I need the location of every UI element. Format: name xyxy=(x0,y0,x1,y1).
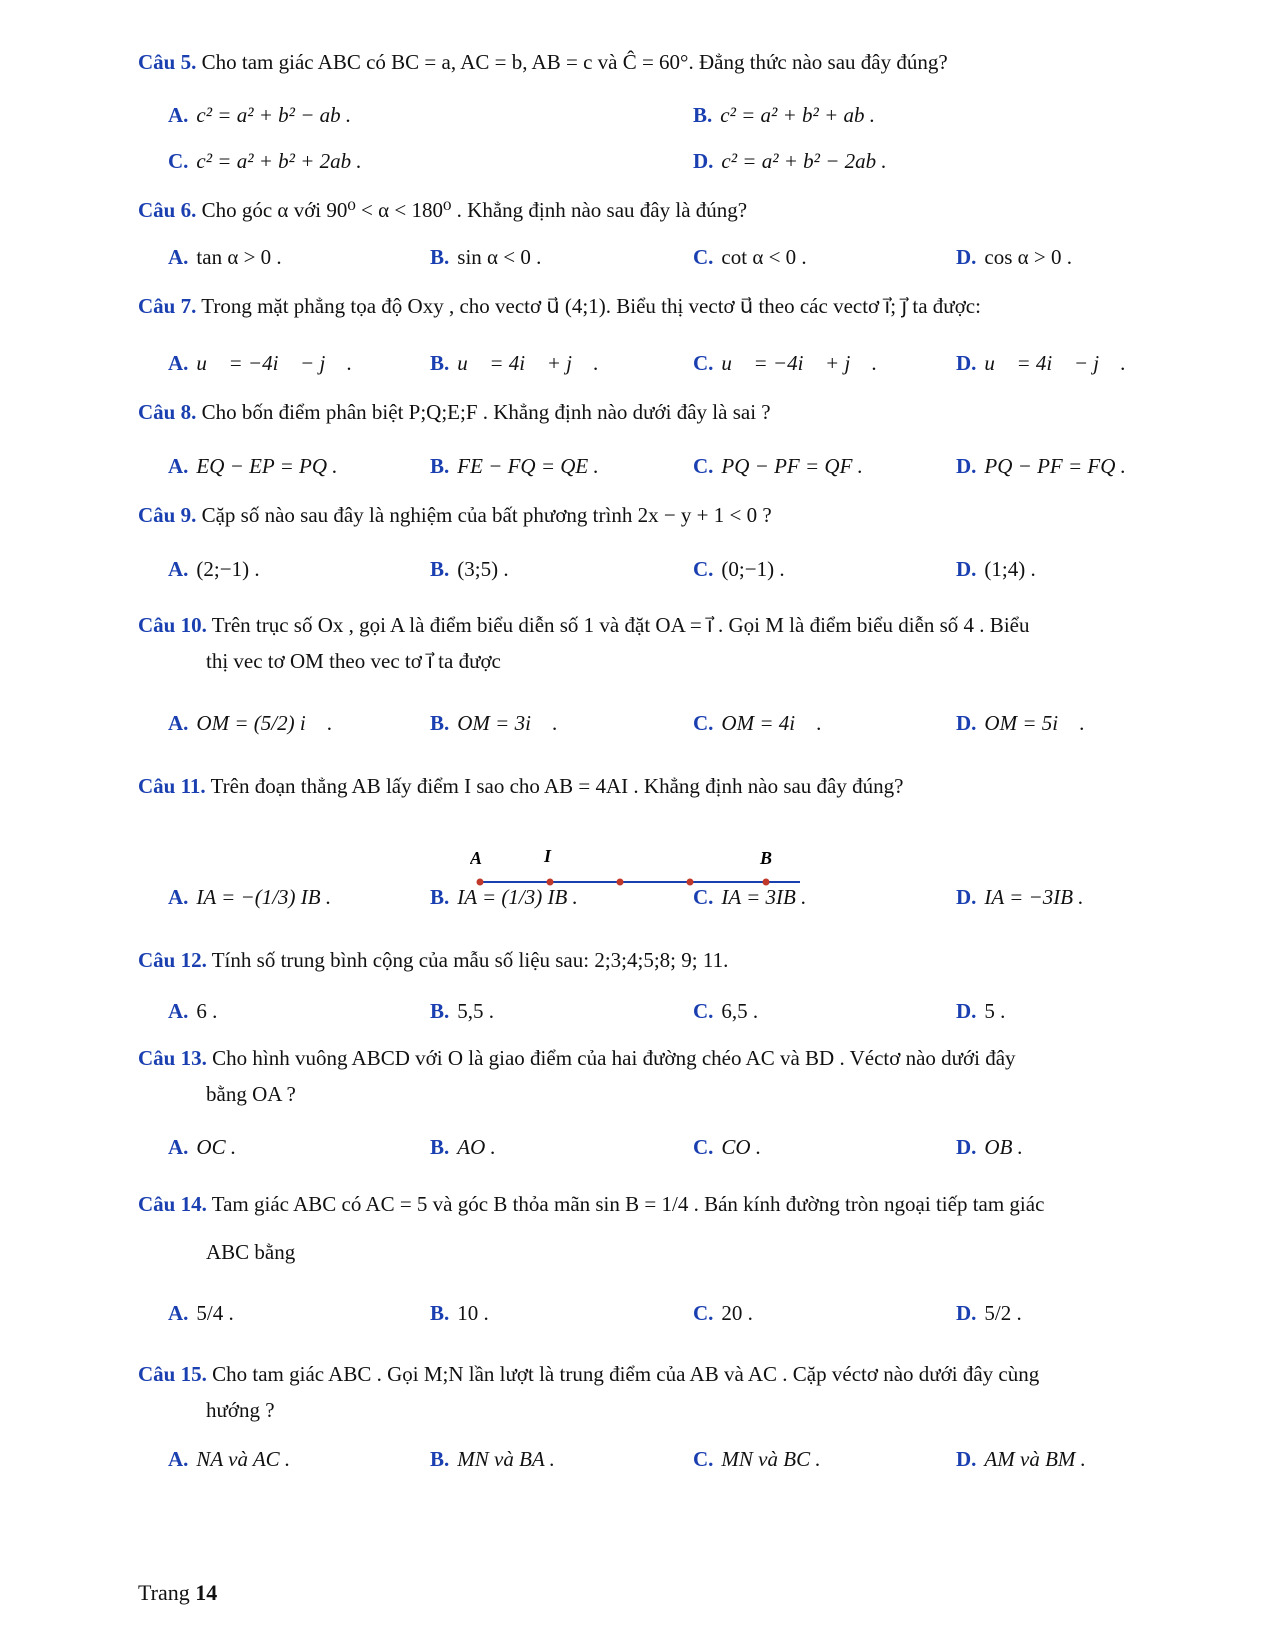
options-q14 xyxy=(168,1290,1168,1336)
question-text: Cho góc α với 90⁰ < α < 180⁰ . Khẳng định nào sau đây là đúng? xyxy=(201,198,748,222)
option-d[interactable]: D. OM = 5i⃗ . xyxy=(956,710,1085,735)
option-c[interactable]: C. cot α < 0 . xyxy=(693,244,807,269)
options-q5-row2 xyxy=(168,138,1168,184)
option-d[interactable]: D. AM và BM . xyxy=(956,1446,1086,1471)
option-c[interactable]: C. 6,5 . xyxy=(693,998,759,1023)
page-footer xyxy=(138,1580,217,1606)
option-d[interactable]: D. (1;4) . xyxy=(956,556,1036,581)
option-a[interactable]: A. OC . xyxy=(168,1134,237,1159)
option-c[interactable]: C. CO . xyxy=(693,1134,762,1159)
option-d[interactable]: D. PQ − PF = FQ . xyxy=(956,453,1126,478)
options-q13 xyxy=(168,1124,1168,1170)
question-5 xyxy=(138,44,1168,80)
options-q9 xyxy=(168,546,1168,592)
options-q6 xyxy=(168,234,1168,280)
question-text: Tính số trung bình cộng của mẫu số liệu sau: 2;3;4;5;8; 9; 11. xyxy=(211,948,729,972)
option-c[interactable]: C. PQ − PF = QF . xyxy=(693,453,863,478)
page-number: 14 xyxy=(195,1580,218,1605)
point-label-b: B xyxy=(760,848,773,868)
question-text: Cho hình vuông ABCD với O là giao điểm của hai đường chéo AC và BD . Véctơ nào dưới đây xyxy=(212,1046,1016,1070)
option-b[interactable]: B. IA = (1/3) IB . xyxy=(430,884,578,909)
footer-prefix: Trang xyxy=(138,1580,190,1605)
option-b[interactable]: B. AO . xyxy=(430,1134,496,1159)
option-d[interactable]: D. u⃗ = 4i⃗ − j⃗ . xyxy=(956,350,1126,375)
question-label: Câu 13. xyxy=(138,1046,207,1070)
option-c[interactable]: C. MN và BC . xyxy=(693,1446,821,1471)
question-label: Câu 14. xyxy=(138,1192,207,1216)
option-b[interactable]: B. FE − FQ = QE . xyxy=(430,453,599,478)
question-label: Câu 8. xyxy=(138,400,197,424)
question-label: Câu 6. xyxy=(138,198,197,222)
question-label: Câu 5. xyxy=(138,50,197,74)
option-a[interactable]: A. EQ − EP = PQ . xyxy=(168,453,338,478)
option-c[interactable]: C. 20 . xyxy=(693,1300,753,1325)
option-d[interactable]: D. 5/2 . xyxy=(956,1300,1022,1325)
option-d[interactable]: D. c² = a² + b² − 2ab . xyxy=(693,148,887,173)
question-7 xyxy=(138,288,1168,324)
option-a[interactable]: A. NA và AC . xyxy=(168,1446,291,1471)
question-label: Câu 10. xyxy=(138,613,207,637)
question-12 xyxy=(138,942,1168,978)
option-a[interactable]: A. 5/4 . xyxy=(168,1300,234,1325)
question-label: Câu 11. xyxy=(138,774,206,798)
question-6 xyxy=(138,192,1168,228)
option-a[interactable]: A. c² = a² + b² − ab . xyxy=(168,102,352,127)
option-d[interactable]: D. 5 . xyxy=(956,998,1006,1023)
question-11 xyxy=(138,768,1168,804)
question-text: Cho tam giác ABC có BC = a, AC = b, AB = c và Ĉ = 60°. Đẳng thức nào sau đây đúng? xyxy=(201,50,948,74)
option-d[interactable]: D. OB . xyxy=(956,1134,1023,1159)
option-b[interactable]: B. sin α < 0 . xyxy=(430,244,542,269)
point-label-i: I xyxy=(544,846,552,866)
point-label-a: A xyxy=(470,848,483,868)
options-q7 xyxy=(168,340,1168,386)
option-a[interactable]: A. u⃗ = −4i⃗ − j⃗ . xyxy=(168,350,353,375)
option-b[interactable]: B. OM = 3i⃗ . xyxy=(430,710,558,735)
options-q11 xyxy=(168,874,1168,920)
options-q10 xyxy=(168,700,1168,746)
option-d[interactable]: D. IA = −3IB . xyxy=(956,884,1084,909)
option-a[interactable]: A. (2;−1) . xyxy=(168,556,260,581)
question-text: Cặp số nào sau đây là nghiệm của bất phương trình 2x − y + 1 < 0 ? xyxy=(201,503,772,527)
question-text-cont: thị vec tơ OM theo vec tơ i⃗ ta được xyxy=(206,649,501,673)
option-c[interactable]: C. IA = 3IB . xyxy=(693,884,807,909)
question-8 xyxy=(138,394,1168,430)
option-b[interactable]: B. (3;5) . xyxy=(430,556,509,581)
option-c[interactable]: C. c² = a² + b² + 2ab . xyxy=(168,148,362,173)
question-label: Câu 7. xyxy=(138,294,197,318)
option-c[interactable]: C. OM = 4i⃗ . xyxy=(693,710,822,735)
option-a[interactable]: A. IA = −(1/3) IB . xyxy=(168,884,332,909)
question-10 xyxy=(138,607,1168,679)
option-a[interactable]: A. tan α > 0 . xyxy=(168,244,282,269)
option-c[interactable]: C. u⃗ = −4i⃗ + j⃗ . xyxy=(693,350,878,375)
options-q8 xyxy=(168,443,1168,489)
question-text: Tam giác ABC có AC = 5 và góc B thỏa mãn sin B = 1/4 . Bán kính đường tròn ngoại tiếp tam giác xyxy=(211,1192,1045,1216)
question-text-cont: hướng ? xyxy=(206,1398,275,1422)
question-9 xyxy=(138,497,1168,533)
option-d[interactable]: D. cos α > 0 . xyxy=(956,244,1073,269)
option-b[interactable]: B. u⃗ = 4i⃗ + j⃗ . xyxy=(430,350,599,375)
question-13 xyxy=(138,1040,1168,1112)
question-text: Trên đoạn thẳng AB lấy điểm I sao cho AB = 4AI . Khẳng định nào sau đây đúng? xyxy=(210,774,904,798)
options-q12 xyxy=(168,988,1168,1034)
option-c[interactable]: C. (0;−1) . xyxy=(693,556,785,581)
question-14 xyxy=(138,1186,1168,1270)
question-text: Cho tam giác ABC . Gọi M;N lần lượt là trung điểm của AB và AC . Cặp véctơ nào dưới đây cùng xyxy=(212,1362,1040,1386)
option-b[interactable]: B. 10 . xyxy=(430,1300,489,1325)
question-label: Câu 15. xyxy=(138,1362,207,1386)
options-q5 xyxy=(168,92,1168,138)
option-a[interactable]: A. OM = (5/2) i⃗ . xyxy=(168,710,333,735)
question-text-cont: bằng OA ? xyxy=(206,1082,296,1106)
question-label: Câu 9. xyxy=(138,503,197,527)
option-a[interactable]: A. 6 . xyxy=(168,998,218,1023)
options-q15 xyxy=(168,1436,1168,1482)
question-text: Trong mặt phẳng tọa độ Oxy , cho vectơ u⃗ (4;1). Biểu thị vectơ u⃗ theo các vectơ i⃗; j⃗ ta được: xyxy=(201,294,981,318)
option-b[interactable]: B. 5,5 . xyxy=(430,998,495,1023)
question-text-cont: ABC bằng xyxy=(206,1240,296,1264)
option-b[interactable]: B. c² = a² + b² + ab . xyxy=(693,102,875,127)
option-b[interactable]: B. MN và BA . xyxy=(430,1446,555,1471)
question-text: Trên trục số Ox , gọi A là điểm biểu diễn số 1 và đặt OA = i⃗ . Gọi M là điểm biểu diễn số 4 . Biểu xyxy=(211,613,1030,637)
question-15 xyxy=(138,1356,1168,1428)
question-text: Cho bốn điểm phân biệt P;Q;E;F . Khẳng định nào dưới đây là sai ? xyxy=(201,400,771,424)
question-label: Câu 12. xyxy=(138,948,207,972)
